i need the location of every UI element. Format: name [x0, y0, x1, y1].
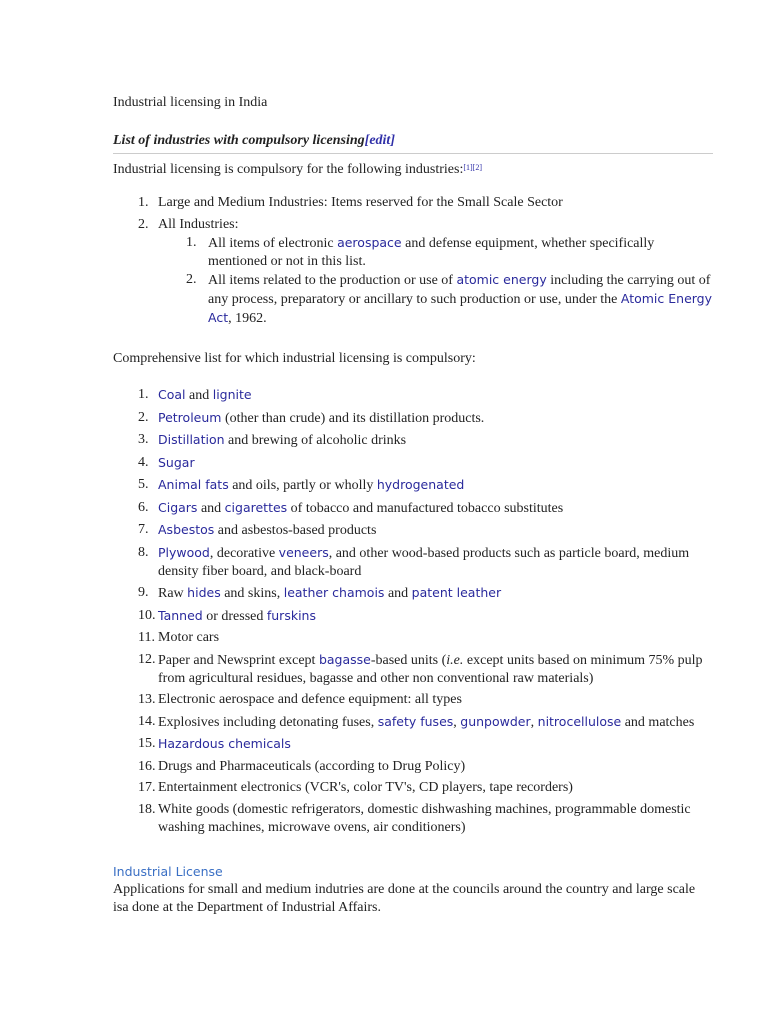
heading-text: List of industries with compulsory licensing	[113, 133, 365, 148]
list-number: 1.	[138, 387, 149, 402]
list-number: 16.	[138, 758, 156, 774]
list-item	[113, 544, 713, 581]
list-item-text: -based units (	[370, 652, 447, 668]
list-item-text: Raw	[158, 586, 188, 601]
list-item	[113, 713, 713, 732]
list-number: 11.	[138, 630, 155, 645]
section-body: Applications for small and medium indutries are done at the councils around the country and large scale isa done at the Department of Industrial Affairs.	[113, 881, 696, 915]
wiki-link[interactable]: Plywood	[158, 544, 210, 560]
list-item	[113, 409, 713, 428]
wiki-link[interactable]: aerospace	[337, 235, 402, 250]
list-item	[113, 779, 713, 797]
list-item-text: , and other wood-based products such as particle board, medium density fiber board, and black-board	[158, 545, 690, 579]
document	[113, 94, 713, 917]
wiki-link[interactable]: Petroleum	[158, 409, 222, 425]
list-number: 13.	[138, 692, 156, 707]
list-number: 9.	[138, 585, 149, 600]
list-item-text: i.e.	[446, 652, 464, 668]
sub-item-text: and defense equipment, whether specifically mentioned or not in this list.	[208, 236, 655, 269]
list-item-text: and	[185, 388, 213, 403]
wiki-link[interactable]: Tanned	[158, 607, 203, 623]
list-item-text: Drugs and Pharmaceuticals (according to Drug Policy)	[158, 758, 466, 774]
list-item-text: Paper and Newsprint except	[158, 652, 319, 668]
edit-bracket-close: ]	[390, 133, 395, 148]
wiki-link[interactable]: Animal fats	[158, 477, 229, 492]
licensing-list	[113, 194, 713, 328]
wiki-link[interactable]: nitrocellulose	[537, 713, 622, 729]
list-item	[113, 386, 713, 405]
list-number: 14.	[138, 713, 156, 729]
edit-bracket-open: [	[364, 133, 370, 148]
list-item	[113, 607, 713, 626]
list-item-text: All Industries:	[158, 217, 239, 232]
list-number: 7.	[138, 522, 149, 537]
wiki-link[interactable]: atomic energy	[456, 272, 547, 287]
sub-list-item	[113, 271, 713, 328]
wiki-link[interactable]: bagasse	[318, 651, 371, 667]
list-number: 1.	[186, 235, 197, 250]
list-item	[113, 499, 713, 518]
list-item-text: and asbestos-based products	[214, 523, 377, 538]
list-item-text: Motor cars	[158, 630, 220, 645]
edit-link[interactable]: edit	[369, 133, 391, 148]
list-number: 15.	[138, 736, 156, 751]
list-number: 17.	[138, 780, 156, 795]
list-item-text: , decorative	[209, 545, 279, 561]
section-heading	[113, 132, 713, 154]
list-item-text: and brewing of alcoholic drinks	[224, 433, 407, 448]
wiki-link[interactable]: cigarettes	[224, 499, 288, 515]
list-item-text: ,	[530, 714, 538, 730]
reference-links[interactable]: [1][2]	[463, 163, 482, 172]
wiki-link[interactable]: gunpowder	[460, 713, 531, 729]
list-number: 2.	[186, 272, 197, 287]
wiki-link[interactable]: safety fuses	[377, 713, 454, 729]
intro-text: Industrial licensing is compulsory for the following industries:	[113, 162, 464, 177]
list-item-text: except units based on minimum 75% pulp from agricultural residues, bagasse and other non conventional raw materials)	[158, 652, 703, 686]
list-item-text: of tobacco and manufactured tobacco substitutes	[287, 500, 564, 516]
wiki-link[interactable]: Atomic Energy Act	[208, 291, 713, 325]
list-item	[113, 216, 713, 328]
list-number: 18.	[138, 801, 156, 817]
list-item	[113, 651, 713, 688]
wiki-link[interactable]: Asbestos	[158, 522, 215, 537]
list-number: 2.	[138, 217, 149, 232]
list-item-text: or dressed	[202, 608, 267, 624]
list-item-text: Electronic aerospace and defence equipment: all types	[158, 692, 462, 707]
list-item	[113, 584, 713, 603]
list-item	[113, 758, 713, 776]
list-item-text: and	[197, 500, 225, 516]
list-number: 10.	[138, 607, 156, 623]
page-title: Industrial licensing in India	[113, 95, 268, 110]
wiki-link[interactable]: Hazardous chemicals	[158, 736, 291, 751]
list-number: 2.	[138, 409, 149, 425]
comprehensive-intro: Comprehensive list for which industrial licensing is compulsory:	[113, 351, 476, 366]
list-item-text: and oils, partly or wholly	[228, 478, 377, 493]
list-number: 3.	[138, 432, 149, 447]
wiki-link[interactable]: lignite	[212, 387, 252, 402]
section-heading-link[interactable]: Industrial License	[113, 863, 223, 879]
wiki-link[interactable]: hydrogenated	[376, 477, 465, 492]
list-item	[113, 521, 713, 540]
sub-item-text: , 1962.	[228, 311, 267, 326]
sub-item-text: All items of electronic	[208, 236, 338, 251]
list-item-text: ,	[453, 714, 461, 730]
list-number: 12.	[138, 651, 156, 667]
wiki-link[interactable]: Coal	[158, 387, 186, 402]
wiki-link[interactable]: hides	[187, 585, 221, 600]
list-item-text: and	[384, 586, 412, 601]
list-item-text: and matches	[621, 714, 695, 730]
sub-list-item	[113, 234, 713, 271]
list-item	[113, 801, 713, 837]
list-item-text: Explosives including detonating fuses,	[158, 714, 378, 730]
sub-list	[113, 234, 713, 328]
wiki-link[interactable]: veneers	[278, 544, 329, 560]
wiki-link[interactable]: furskins	[266, 607, 316, 623]
wiki-link[interactable]: patent leather	[411, 585, 502, 600]
list-item-text: White goods (domestic refrigerators, domestic dishwashing machines, programmable domestic washing machines, microwave ovens, air conditioners)	[158, 801, 691, 835]
list-number: 8.	[138, 544, 149, 560]
list-item	[113, 431, 713, 450]
list-item	[113, 629, 713, 647]
list-item-text: and skins,	[220, 586, 284, 601]
wiki-link[interactable]: Cigars	[158, 499, 198, 515]
wiki-link[interactable]: leather chamois	[283, 585, 385, 600]
list-item	[113, 691, 713, 709]
list-number: 1.	[138, 195, 149, 210]
comprehensive-list	[113, 386, 713, 837]
list-item	[113, 454, 713, 473]
list-number: 6.	[138, 499, 149, 515]
list-item	[113, 194, 713, 212]
list-item-text: Entertainment electronics (VCR's, color TV's, CD players, tape recorders)	[158, 780, 573, 795]
wiki-link[interactable]: Distillation	[158, 432, 225, 447]
sub-item-text: All items related to the production or use of	[208, 273, 457, 288]
wiki-link[interactable]: Sugar	[158, 454, 195, 470]
list-number: 5.	[138, 477, 149, 492]
list-item	[113, 735, 713, 754]
list-item	[113, 476, 713, 495]
list-item-text: (other than crude) and its distillation products.	[221, 410, 485, 426]
list-number: 4.	[138, 454, 149, 470]
list-item-text: Large and Medium Industries: Items reserved for the Small Scale Sector	[158, 195, 563, 210]
sub-item-text: including the carrying out of any process, preparatory or ancillary to such production or use, under the	[208, 273, 711, 307]
intro-paragraph	[113, 160, 713, 180]
